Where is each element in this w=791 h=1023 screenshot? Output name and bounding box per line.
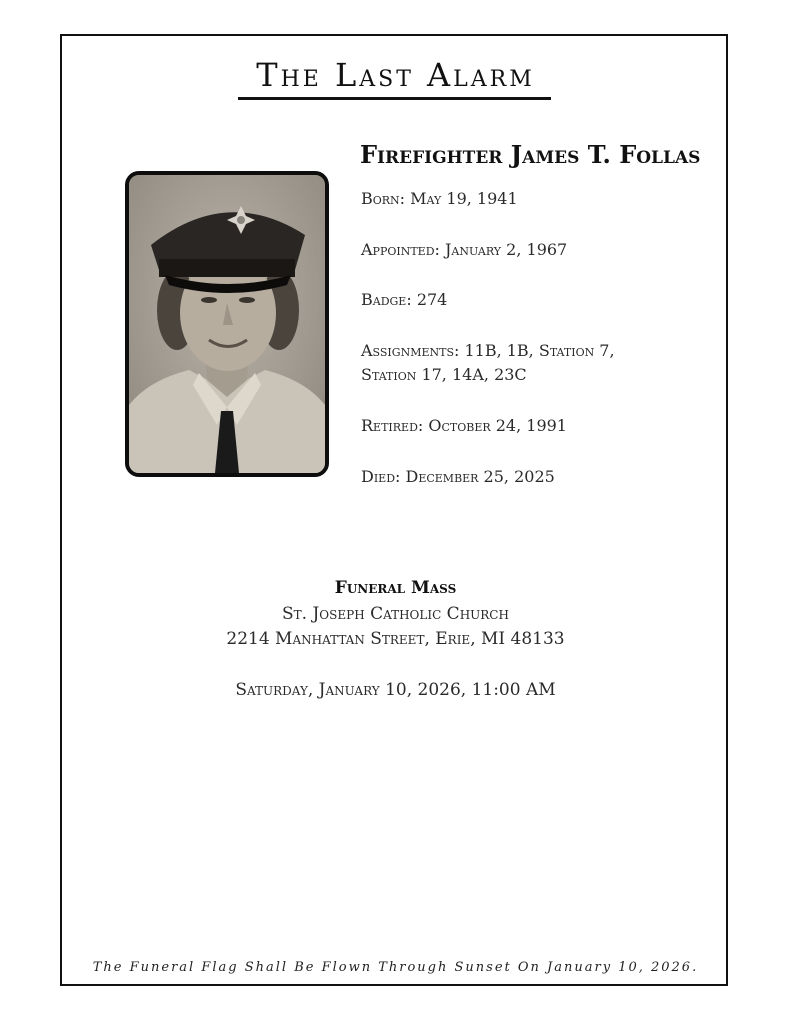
died-date: Died: December 25, 2025 [361, 467, 555, 486]
page-title: The Last Alarm [256, 56, 535, 94]
born-date: Born: May 19, 1941 [361, 189, 518, 208]
portrait-photo [125, 171, 329, 477]
badge-number: Badge: 274 [361, 290, 448, 309]
church-address: 2214 Manhattan Street, Erie, MI 48133 [226, 629, 565, 649]
title-underline [238, 97, 551, 100]
firefighter-name: Firefighter James T. Follas [360, 140, 701, 169]
church-name: St. Joseph Catholic Church [282, 604, 509, 624]
flag-notice: The Funeral Flag Shall Be Flown Through Sunset On January 10, 2026. [92, 960, 699, 975]
assignments-line-1: Assignments: 11B, 1B, Station 7, [361, 341, 615, 360]
assignments-line-2: Station 17, 14A, 23C [361, 365, 527, 384]
service-datetime: Saturday, January 10, 2026, 11:00 AM [235, 680, 556, 700]
retired-date: Retired: October 24, 1991 [361, 416, 567, 435]
appointed-date: Appointed: January 2, 1967 [361, 240, 568, 259]
funeral-mass-heading: Funeral Mass [334, 578, 457, 598]
